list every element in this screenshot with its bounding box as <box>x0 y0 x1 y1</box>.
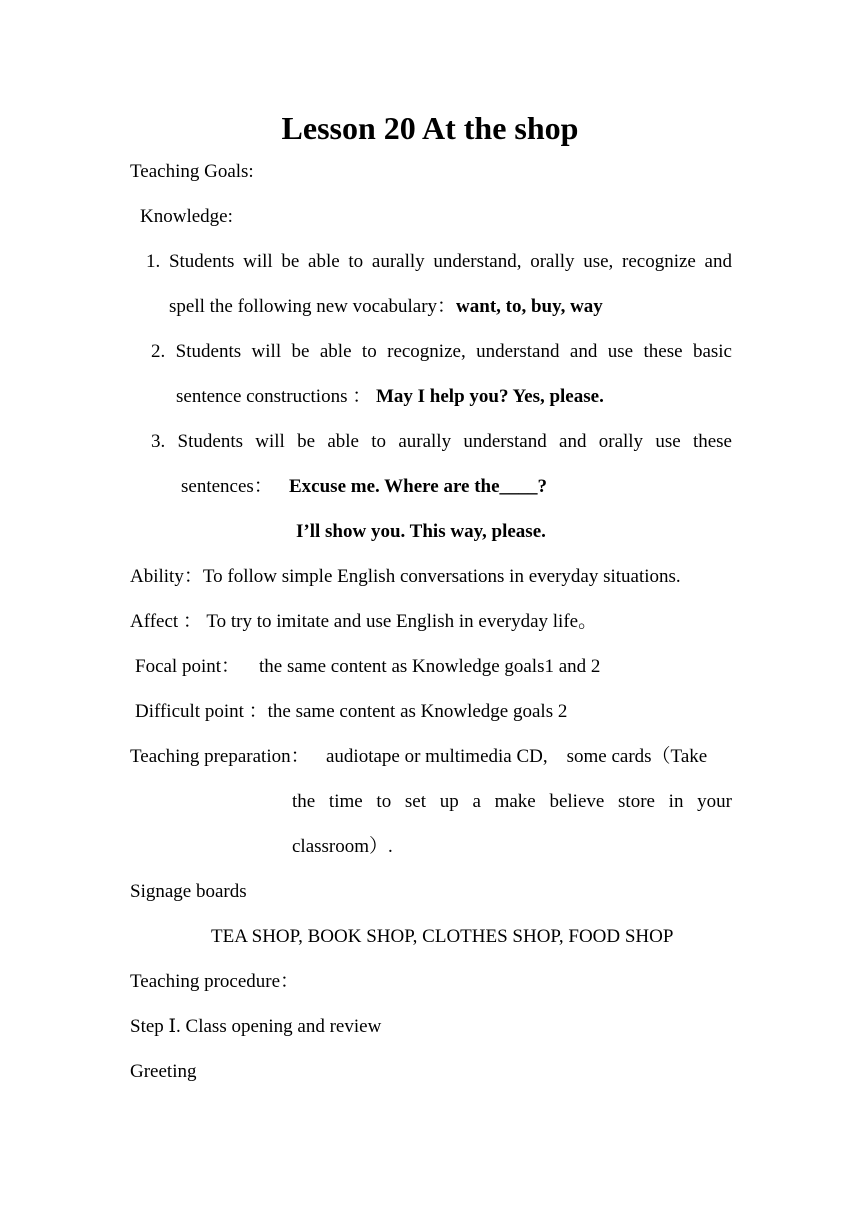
goal-2-prefix: sentence constructions ： <box>176 386 372 407</box>
focal-point-label: Focal point： <box>135 656 241 677</box>
goal-3-sentence-2-text: I’ll show you. This way, please. <box>296 521 546 542</box>
goal-3-sentence-1 <box>289 475 547 499</box>
difficult-point-label: Difficult point ： <box>135 701 268 722</box>
goal-3-prefix: sentences： <box>181 476 273 497</box>
goal-1-line-1: 1. Students will be able to aurally understand, orally use, recognize and <box>146 251 732 272</box>
goal-3-sentence-1-text: Excuse me. Where are the____? <box>289 476 548 497</box>
step-1-heading: Step Ⅰ. Class opening and review <box>130 1016 382 1037</box>
teaching-goals-heading: Teaching Goals: <box>130 161 254 182</box>
ability-label: Ability： <box>130 566 203 587</box>
shop-list: TEA SHOP, BOOK SHOP, CLOTHES SHOP, FOOD SHOP <box>211 926 674 947</box>
goal-1-prefix: spell the following new vocabulary： <box>169 296 457 317</box>
preparation-line-3: classroom）. <box>292 836 393 857</box>
goal-1-vocabulary: want, to, buy, way <box>456 296 603 317</box>
affect-label: Affect ： <box>130 611 202 632</box>
focal-point-line <box>135 655 600 679</box>
preparation-line-2: the time to set up a make believe store in your <box>292 791 732 812</box>
goal-3-line-2 <box>181 475 273 499</box>
goal-3-sentence-2 <box>296 520 546 544</box>
page-title: Lesson 20 At the shop <box>281 110 579 146</box>
affect-line <box>130 610 597 634</box>
goal-2-line-2 <box>176 385 604 409</box>
ability-line <box>130 565 681 589</box>
preparation-line-1: audiotape or multimedia CD, some cards（Take <box>326 746 708 767</box>
difficult-point-text: the same content as Knowledge goals 2 <box>267 701 568 722</box>
affect-text: To try to imitate and use English in everyday life。 <box>206 611 598 632</box>
knowledge-heading: Knowledge: <box>140 206 233 227</box>
ability-text: To follow simple English conversations in everyday situations. <box>202 566 681 587</box>
focal-point-text: the same content as Knowledge goals1 and 2 <box>259 656 601 677</box>
procedure-heading: Teaching procedure： <box>130 971 300 992</box>
difficult-point-line <box>135 700 567 724</box>
goal-2-sentence: May I help you? Yes, please. <box>375 386 604 407</box>
goal-3-line-1: 3. Students will be able to aurally understand and orally use these <box>151 431 732 452</box>
goal-2-line-1: 2. Students will be able to recognize, understand and use these basic <box>151 341 732 362</box>
goal-1-line-2 <box>169 295 603 319</box>
signage-heading: Signage boards <box>130 881 247 902</box>
preparation-label: Teaching preparation： <box>130 746 310 767</box>
greeting-text: Greeting <box>130 1061 197 1082</box>
